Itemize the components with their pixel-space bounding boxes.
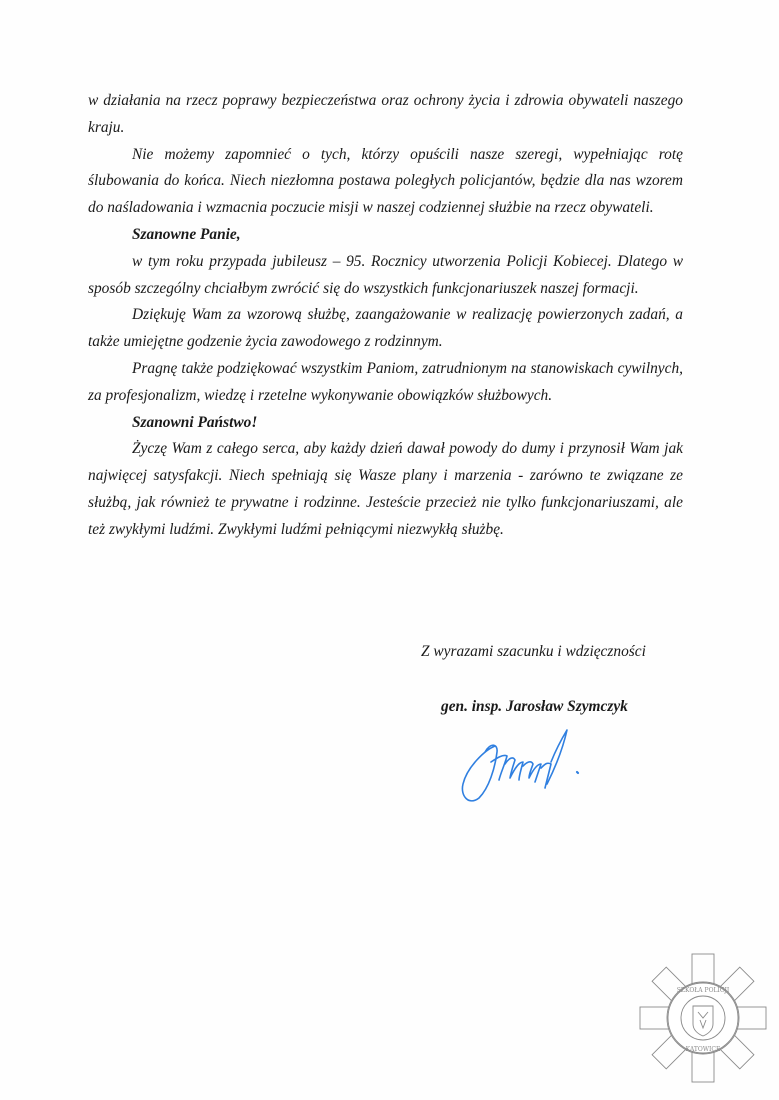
paragraph-4: Dziękuję Wam za wzorową służbę, zaangażowanie w realizację powierzonych zadań, a także umiejętne godzenie życia zawodowego z rodzinnym. [88,306,683,351]
seal-bottom-text: KATOWICE [685,1046,721,1053]
seal-top-text: SZKOŁA POLICJI [676,987,730,994]
paragraph-3: w tym roku przypada jubileusz – 95. Rocznicy utworzenia Policji Kobiecej. Dlatego w sposób szczególny chciałbym zwrócić się do wszystkich funkcjonariuszek naszej formacji. [88,252,683,297]
paragraph-6: Życzę Wam z całego serca, aby każdy dzień dawał powody do dumy i przynosił Wam jak najwięcej satysfakcji. Niech spełniają się Wasze plany i marzenia - zarówno te związane ze służbą, jak również te prywatne i rodzinne. Jesteście przecież nie tylko funkcjonariuszami, ale też zwykłymi ludźmi. Zwykłymi ludźmi pełniącymi niezwykłą służbę. [88,440,683,538]
paragraph-5: Pragnę także podziękować wszystkim Paniom, zatrudnionym na stanowiskach cywilnych, za profesjonalizm, wiedzę i rzetelne wykonywanie obowiązków służbowych. [88,359,683,404]
signatory-name: gen. insp. Jarosław Szymczyk [441,698,628,715]
greeting-all: Szanowni Państwo! [132,413,258,431]
paragraph-2: Nie możemy zapomnieć o tych, którzy opuścili nasze szeregi, wypełniając rotę ślubowania do końca. Niech niezłomna postawa poległych policjantów, będzie dla nas wzorem do naśladowania i wzmacnia poczucie misji w naszej codziennej służbie na rzecz obywateli. [88,145,683,217]
police-school-seal [638,948,768,1088]
closing-phrase: Z wyrazami szacunku i wdzięczności [421,643,646,660]
letter-body [88,88,683,544]
handwritten-signature [455,722,605,812]
paragraph-1: w działania na rzecz poprawy bezpieczeństwa oraz ochrony życia i zdrowia obywateli naszego kraju. [88,92,683,136]
greeting-ladies: Szanowne Panie, [132,225,241,243]
